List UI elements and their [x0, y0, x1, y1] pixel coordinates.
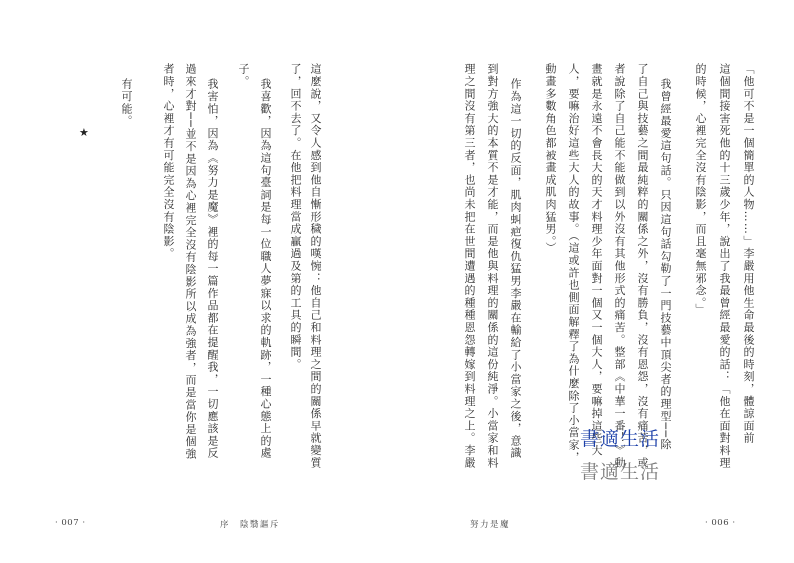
- right-text-column: 人，要嘛治好這些大人的故事。（這或許也側面解釋了為什麼除了小當家，: [567, 63, 580, 464]
- right-text-column: 作為這一切的反面，肌肉虯疤復仇猛男李嚴在輸給了小當家之後，意識: [509, 78, 522, 460]
- left-text-column: 這麼說，又令人感到他自慚形穢的嘆惋：他自己和料理之間的關係早就變質: [309, 63, 322, 469]
- left-text-column: 我害怕，因為《努力是魔》裡的每一篇作品都在提醒我，一切應該是反: [206, 78, 219, 460]
- right-text-column: 的時候，心裡完全沒有陰影，而且毫無邪念。」: [694, 63, 707, 316]
- running-head-left: 序 陰翳謳斥: [220, 520, 281, 530]
- watermark-primary: 書適生活: [580, 428, 661, 450]
- right-text-column: 這個間接害死他的十三歲少年，說出了我最曾經最愛的話：「他在面對料理: [718, 63, 731, 469]
- folio-right: · 006 ·: [705, 518, 736, 528]
- right-text-column: 「他可不是一個簡單的人物……」李嚴用他生命最後的時刻，體諒面前: [742, 63, 755, 445]
- running-head-right: 努力是魔: [470, 520, 511, 530]
- left-text-column: 我喜歡，因為這句臺詞是每一位職人夢寐以求的軌跡，一種心態上的處: [259, 78, 272, 460]
- right-text-column: 畫就是永遠不會長大的天才料理少年面對一個又一個大人，要嘛掉這些大: [590, 63, 603, 457]
- end-mark-star-icon: ★: [79, 126, 89, 139]
- folio-left: · 007 ·: [55, 518, 86, 528]
- right-text-column: 理之間沒有第三者，也尚未把在世間遭遇的種種恩怨轉嫁到料理之上。李嚴: [463, 63, 476, 469]
- left-text-column: 過來才對──並不是因為心裡完全沒有陰影所以成為強者，而是當你是個強: [184, 63, 197, 461]
- left-text-column: 子。: [237, 63, 250, 88]
- watermark-secondary: 書適生活: [580, 461, 661, 483]
- right-text-column: 到對方強大的本質不是才能，而是他與料理的關係的這份純淨。小當家和料: [486, 63, 499, 469]
- right-text-column: 動畫多數角色都被畫成肌肉猛男。）: [544, 63, 557, 255]
- right-text-column: 者說除了自己能不能做到以外沒有其他形式的痛苦。整部《中華一番！》動: [613, 63, 626, 469]
- left-text-column: 了，回不去了。在他把料理當成贏過及第的工具的瞬間。: [289, 63, 302, 371]
- right-text-column: 了自己與技藝之間最純粹的關係之外，沒有勝負，沒有恩怨，沒有痛苦，或: [636, 63, 649, 469]
- left-text-column: 者時，心裡才有可能完全沒有陰影。: [162, 63, 175, 260]
- right-text-column: 我曾經最愛這句話。只因這句話勾勒了一門技藝中頂尖者的理型──除: [659, 78, 672, 451]
- left-text-column: 有可能。: [120, 78, 133, 128]
